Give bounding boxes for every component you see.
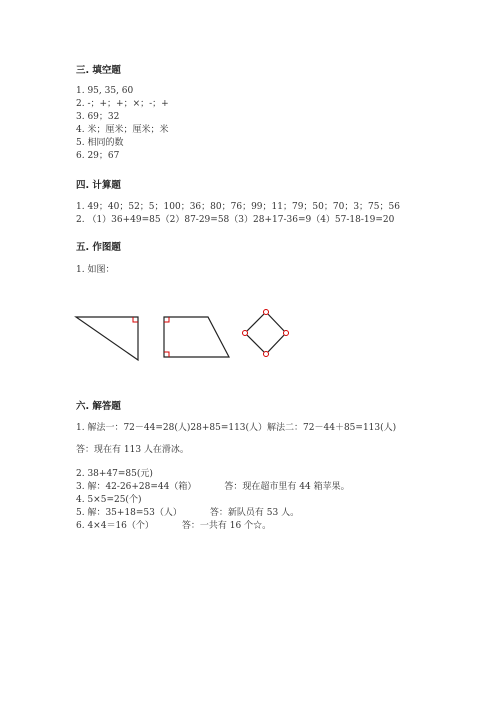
section-3-line-3: 3. 69；32	[76, 112, 120, 122]
section-6-q4: 4. 5×5=25(个)	[76, 495, 142, 505]
section-3-title: 三. 填空题	[76, 65, 121, 76]
section-6-q5	[76, 507, 299, 519]
section-6-q1-answer: 答：现在有 113 人在滑冰。	[76, 445, 189, 455]
section-6-q5-work: 5. 解：35+18=53（人）	[76, 508, 182, 518]
section-6-q6-answer: 答：一共有 16 个☆。	[181, 521, 272, 531]
section-3-line-1: 1. 95, 35, 60	[76, 86, 134, 96]
section-6-q3	[76, 481, 350, 493]
section-3-line-4: 4. 米；厘米；厘米；米	[76, 125, 169, 135]
section-4-title: 四. 计算题	[76, 180, 121, 191]
section-3-line-6: 6. 29；67	[76, 151, 120, 161]
section-3-line-2: 2. -；+；+；×；-；+	[76, 99, 169, 109]
section-4-line-2: 2. （1）36+49=85（2）87-29=58（3）28+17-36=9（4）57-18-19=20	[76, 215, 395, 225]
section-4-line-1: 1. 49；40；52；5；100；36；80；76；99；11；79；50；70；3；75；56	[76, 202, 400, 212]
section-6-title: 六. 解答题	[76, 401, 121, 412]
section-5-title: 五. 作图题	[76, 242, 121, 253]
section-6-q3-answer: 答：现在超市里有 44 箱苹果。	[224, 482, 350, 492]
rotated-square-figure	[243, 310, 289, 357]
section-6-q2: 2. 38+47=85(元)	[76, 469, 153, 479]
section-6-q3-work: 3. 解：42-26+28=44（箱）	[76, 482, 197, 492]
geometry-figures	[60, 300, 320, 380]
section-6-q6	[76, 520, 271, 532]
section-6-q6-work: 6. 4×4＝16（个）	[76, 521, 154, 531]
section-5-line-1: 1. 如图：	[76, 265, 115, 275]
section-3-line-5: 5. 相同的数	[76, 138, 124, 148]
section-6-q1: 1. 解法一：72－44=28(人)28+85=113(人）解法二：72－44＋85=113(人)	[76, 423, 397, 433]
section-6-q5-answer: 答：新队员有 53 人。	[209, 508, 300, 518]
right-trapezoid-figure	[164, 317, 229, 357]
right-triangle-figure	[76, 317, 138, 360]
